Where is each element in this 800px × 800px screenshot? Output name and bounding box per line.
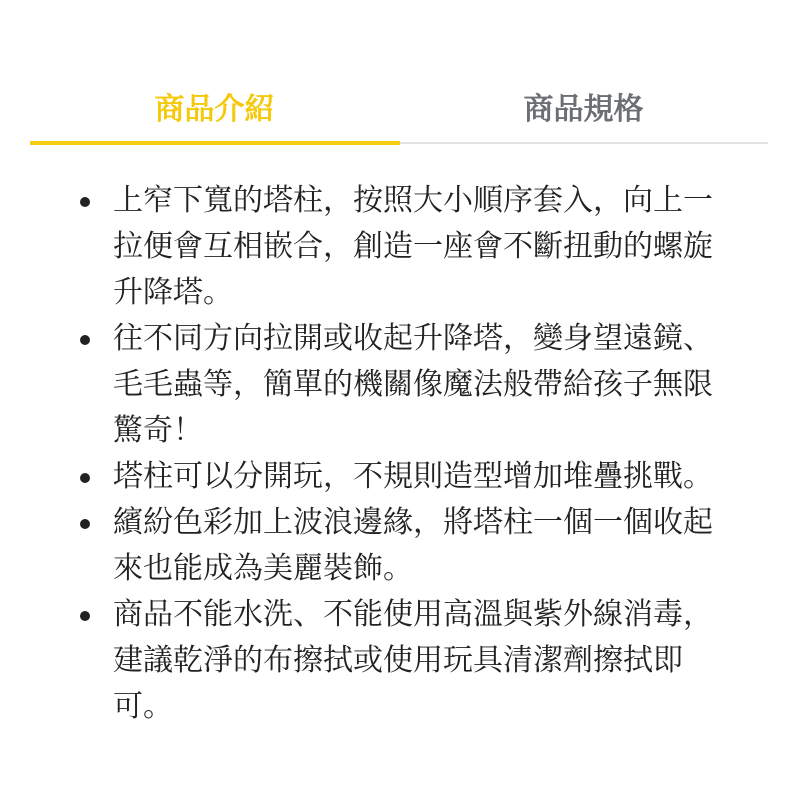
list-item-text: 往不同方向拉開或收起升降塔，變身望遠鏡、	[113, 321, 713, 356]
list-item	[0, 592, 800, 730]
list-item	[0, 454, 800, 500]
list-item	[0, 500, 800, 592]
tab-bar	[30, 70, 768, 146]
bullet-icon	[80, 335, 90, 345]
active-tab-indicator	[30, 141, 400, 145]
bullet-icon	[80, 473, 90, 483]
list-item-text: 來也能成為美麗裝飾。	[113, 551, 413, 586]
tab-product-specs[interactable]: 商品規格	[523, 92, 644, 127]
list-item-text: 建議乾淨的布擦拭或使用玩具清潔劑擦拭即	[113, 643, 683, 678]
bullet-icon	[80, 197, 90, 207]
bullet-icon	[80, 519, 90, 529]
list-item-text: 商品不能水洗、不能使用高溫與紫外線消毒，	[113, 597, 713, 632]
list-item-text: 塔柱可以分開玩，不規則造型增加堆疊挑戰。	[113, 459, 713, 494]
bullet-icon	[80, 611, 90, 621]
list-item	[0, 316, 800, 454]
list-item-text: 升降塔。	[113, 275, 233, 310]
list-item-text: 毛毛蟲等，簡單的機關像魔法般帶給孩子無限	[113, 367, 713, 402]
tab-product-intro[interactable]: 商品介紹	[154, 92, 275, 127]
list-item-text: 上窄下寬的塔柱，按照大小順序套入，向上一	[113, 183, 713, 218]
list-item-text: 拉便會互相嵌合，創造一座會不斷扭動的螺旋	[113, 229, 713, 264]
tab-divider	[399, 142, 768, 144]
description-list	[0, 178, 800, 730]
list-item-text: 繽紛色彩加上波浪邊緣，將塔柱一個一個收起	[113, 505, 713, 540]
list-item-text: 驚奇！	[113, 413, 203, 448]
list-item-text: 可。	[113, 689, 173, 724]
list-item	[0, 178, 800, 316]
